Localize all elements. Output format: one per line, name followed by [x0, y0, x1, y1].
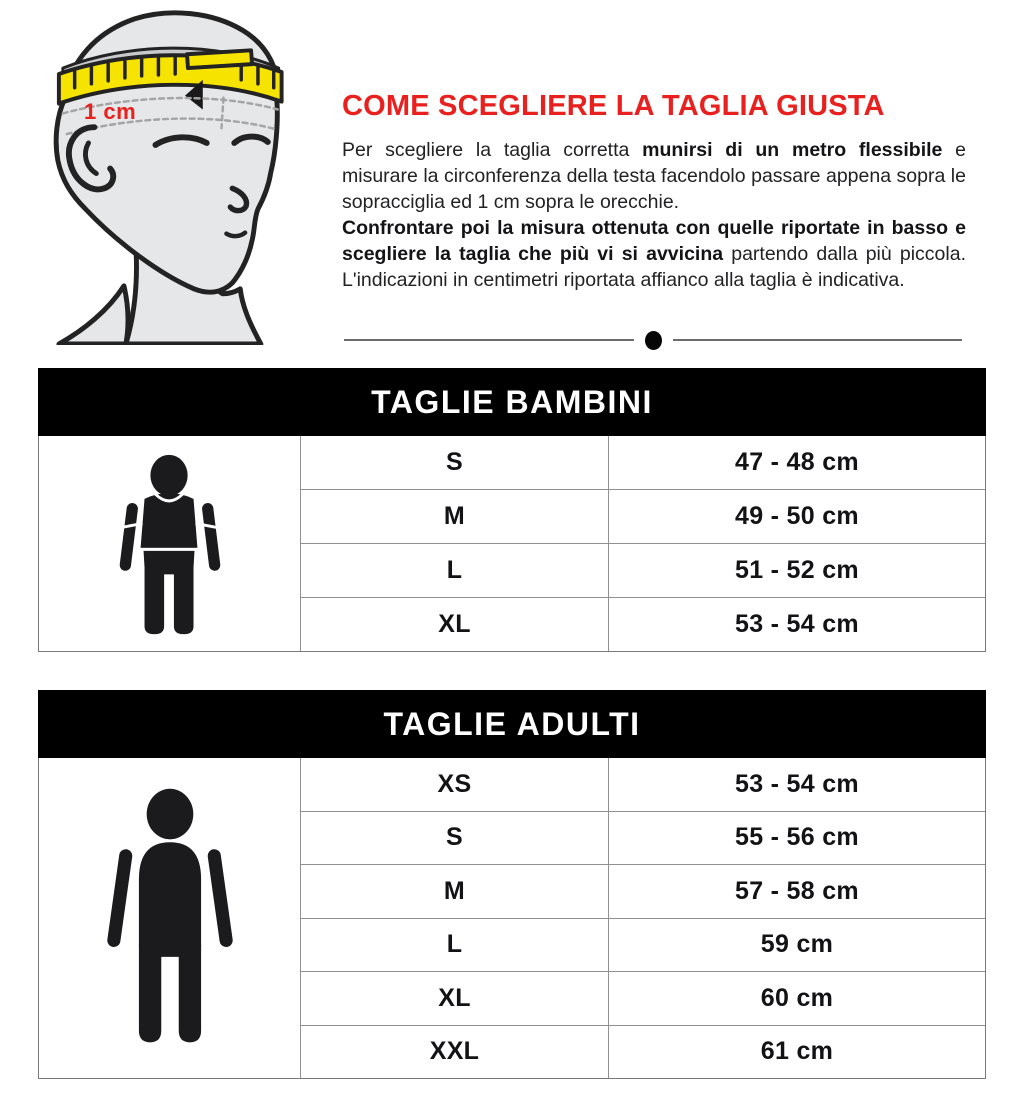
size-range: 55 - 56 cm	[735, 823, 859, 852]
adults-size-table	[38, 690, 986, 1079]
adults-table-body	[38, 758, 986, 1079]
kids-size-table	[38, 368, 986, 652]
size-range: 47 - 48 cm	[735, 448, 859, 476]
size-range: 49 - 50 cm	[735, 502, 859, 530]
size-range: 61 cm	[760, 1037, 834, 1066]
instructions-segment: partendo dalla più piccola. L'indicazioni in centimetri riportata affianco alla taglia è indicativa.	[342, 243, 966, 291]
instructions-segment: Per scegliere la taglia corretta	[342, 139, 643, 161]
table-row	[301, 543, 985, 597]
divider-dot	[645, 331, 662, 350]
table-row	[301, 489, 985, 543]
kids-table-body	[38, 436, 986, 652]
adult-icon	[102, 785, 238, 1051]
size-label: M	[301, 865, 609, 918]
size-range: 57 - 58 cm	[735, 876, 859, 905]
table-row	[301, 918, 985, 972]
size-range: 60 cm	[760, 983, 834, 1012]
size-label: S	[301, 436, 609, 489]
instructions-segment-bold: munirsi di un metro flessibile	[642, 139, 943, 161]
page-title: COME SCEGLIERE LA TAGLIA GIUSTA	[342, 90, 885, 122]
size-range: 53 - 54 cm	[735, 610, 859, 638]
size-label: XL	[301, 598, 609, 651]
kids-table-header: TAGLIE BAMBINI	[38, 368, 986, 436]
measuring-instructions-section	[38, 5, 966, 345]
instructions-text-block	[342, 5, 966, 345]
size-label: XS	[301, 758, 609, 811]
instructions-segment-bold: Confrontare poi la misura ottenuta con quelle riportate in basso e scegliere la taglia che più vi si avvicina	[342, 217, 966, 265]
one-cm-label: 1 cm	[84, 99, 137, 124]
size-range: 53 - 54 cm	[735, 769, 859, 798]
size-label: L	[301, 544, 609, 597]
size-label: M	[301, 490, 609, 543]
divider-line	[344, 339, 634, 341]
head-measurement-illustration	[38, 5, 336, 345]
head-tape-measure-icon	[38, 5, 336, 345]
kids-icon-cell	[39, 436, 301, 651]
table-row	[301, 758, 985, 811]
instructions-segment: e misurare la circonferenza della testa facendolo passare appena sopra le sopracciglia ed 1 cm sopra le orecchie.	[342, 139, 967, 213]
table-row	[301, 597, 985, 651]
adults-size-rows	[301, 758, 985, 1078]
section-divider	[344, 330, 962, 350]
size-range: 59 cm	[760, 930, 834, 959]
size-range: 51 - 52 cm	[735, 556, 859, 584]
table-row	[301, 811, 985, 865]
size-label: L	[301, 919, 609, 972]
child-icon	[111, 446, 229, 642]
table-row	[301, 971, 985, 1025]
table-row	[301, 864, 985, 918]
kids-size-rows	[301, 436, 985, 651]
adults-table-header: TAGLIE ADULTI	[38, 690, 986, 758]
instructions-paragraph	[342, 137, 966, 293]
divider-line	[673, 339, 963, 341]
size-label: S	[301, 812, 609, 865]
size-label: XL	[301, 972, 609, 1025]
table-row	[301, 1025, 985, 1079]
adults-icon-cell	[39, 758, 301, 1078]
size-label: XXL	[301, 1026, 609, 1079]
table-row	[301, 436, 985, 489]
